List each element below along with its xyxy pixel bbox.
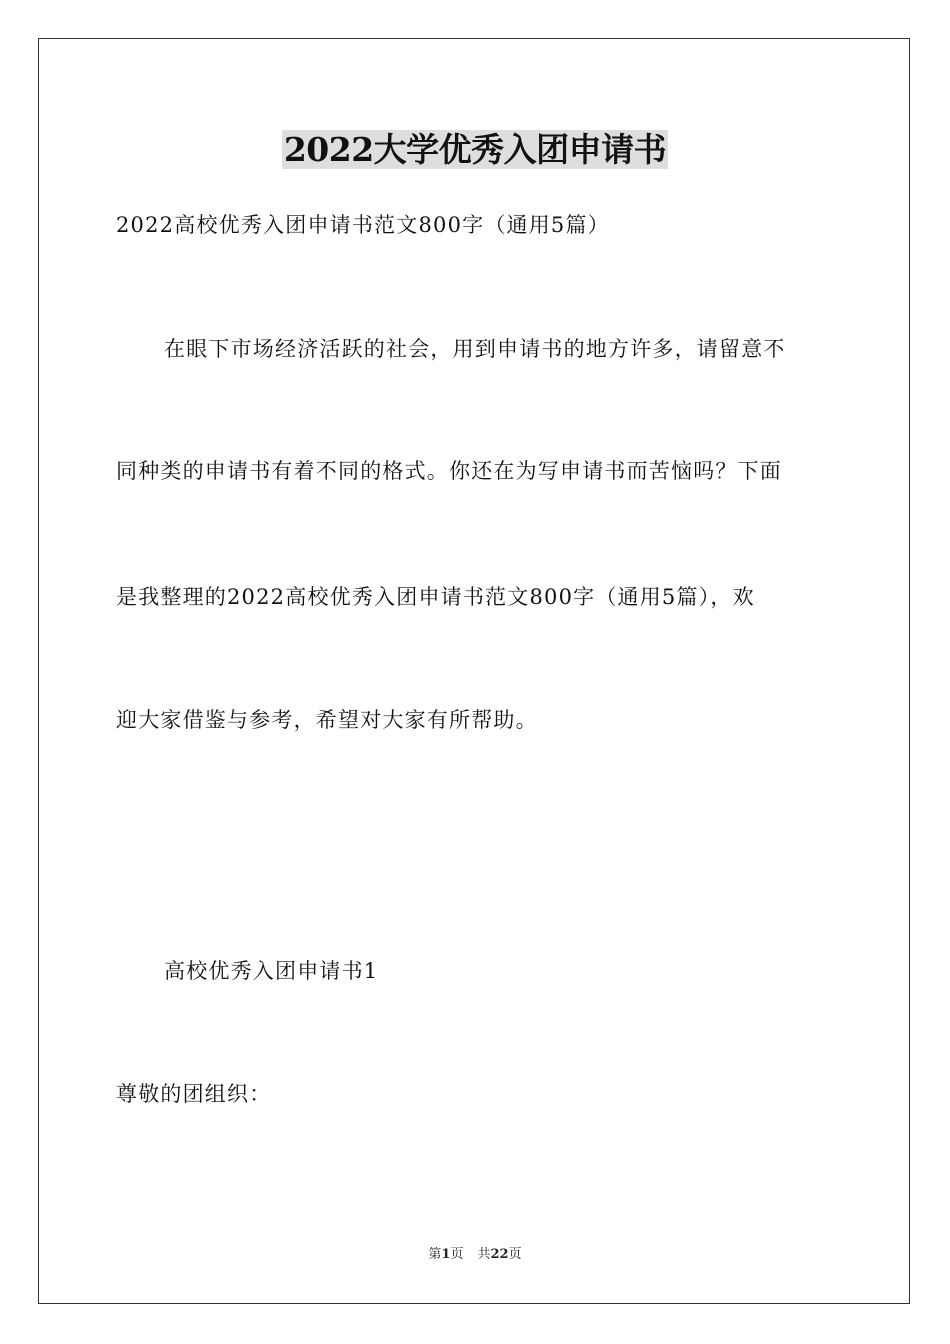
footer-total-prefix: 共	[477, 1247, 491, 1262]
paragraph-line-3: 是我整理的2022高校优秀入团申请书范文800字（通用5篇），欢	[116, 585, 755, 609]
footer-page-prefix: 第	[428, 1247, 442, 1262]
paragraph-line-2: 同种类的申请书有着不同的格式。你还在为写申请书而苦恼吗？下面	[116, 459, 782, 483]
page-footer	[0, 1246, 950, 1264]
footer-total-suffix: 页	[508, 1247, 522, 1262]
paragraph-line-1: 在眼下市场经济活跃的社会，用到申请书的地方许多，请留意不	[164, 337, 786, 361]
footer-total-pages: 22	[490, 1247, 509, 1262]
section-heading: 高校优秀入团申请书1	[164, 959, 379, 983]
document-title-text: 2022大学优秀入团申请书	[283, 130, 667, 169]
document-subtitle: 2022高校优秀入团申请书范文800字（通用5篇）	[116, 213, 610, 237]
salutation: 尊敬的团组织：	[116, 1082, 272, 1106]
footer-page-suffix: 页	[450, 1247, 464, 1262]
document-title	[0, 128, 950, 172]
paragraph-line-4: 迎大家借鉴与参考，希望对大家有所帮助。	[116, 708, 538, 732]
footer-page-number: 1	[441, 1247, 451, 1262]
